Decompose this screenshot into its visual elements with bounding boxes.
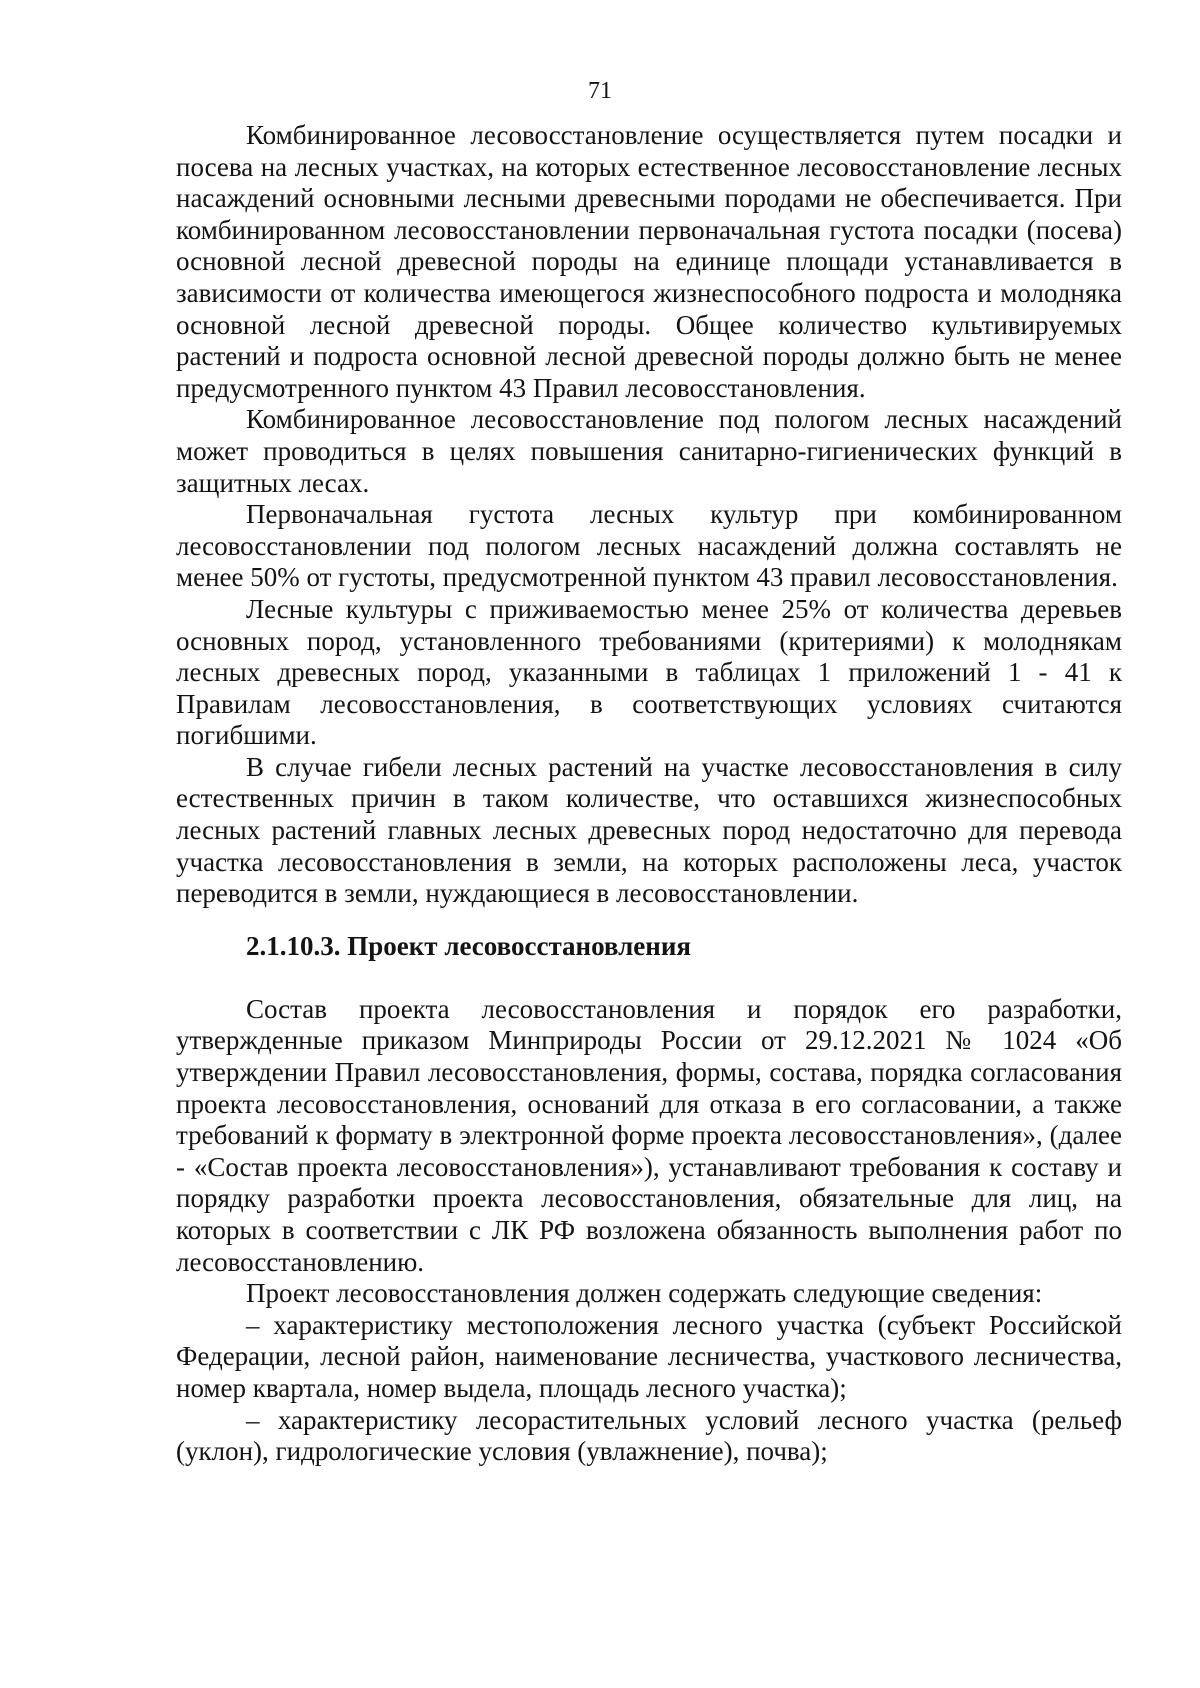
section-heading: 2.1.10.3. Проект лесовосстановления (246, 930, 692, 961)
paragraph-initial-density: Первоначальная густота лесных культур при комбинированном лесовосстановлении под пологом лесных насаждений должна составлять не менее 50% от густоты, предусмотренной пунктом 43 правил лесовосстановления. (176, 499, 1122, 593)
paragraph-under-canopy: Комбинированное лесовосстановление под пологом лесных насаждений может проводиться в целях повышения санитарно-гигиенических функций в защитных лесах. (176, 404, 1122, 498)
paragraph-plant-loss: В случае гибели лесных растений на участке лесовосстановления в силу естественных причин в таком количестве, что оставшихся жизнеспособных лесных растений главных лесных древесных пород недостаточно для перевода участка лесовосстановления в земли, на которых расположены леса, участок переводится в земли, нуждающиеся в лесовосстановлении. (176, 751, 1122, 909)
paragraph-combined-reforestation: Комбинированное лесовосстановление осуществляется путем посадки и посева на лесных участках, на которых естественное лесовосстановление лесных насаждений основными лесными древесными породами не обеспечивается. При комбинированном лесовосстановлении первоначальная густота посадки (посева) основной лесной древесной породы на единице площади устанавливается в зависимости от количества имеющегося жизнеспособного подроста и молодняка основной лесной древесной породы. Общее количество культивируемых растений и подроста основной лесной древесной породы должно быть не менее предусмотренного пунктом 43 Правил лесовосстановления. (176, 120, 1122, 403)
paragraph-project-composition: Состав проекта лесовосстановления и порядок его разработки, утвержденные приказом Минприроды России от 29.12.2021 № 1024 «Об утверждении Правил лесовосстановления, формы, состава, порядка согласования проекта лесовосстановления, оснований для отказа в его согласовании, а также требований к формату в электронной форме проекта лесовосстановления», (далее - «Состав проекта лесовосстановления»), устанавливают требования к составу и порядку разработки проекта лесовосстановления, обязательные для лиц, на которых в соответствии с ЛК РФ возложена обязанность выполнения работ по лесовосстановлению. (176, 993, 1122, 1277)
list-item-growing-conditions: – характеристику лесорастительных условий лесного участка (рельеф (уклон), гидрологические условия (увлажнение), почва); (176, 1404, 1122, 1467)
list-item-location: – характеристику местоположения лесного участка (субъект Российской Федерации, лесной район, наименование лесничества, участкового лесничества, номер квартала, номер выдела, площадь лесного участка); (176, 1309, 1122, 1403)
paragraph-project-contents-intro: Проект лесовосстановления должен содержать следующие сведения: (246, 1278, 1043, 1309)
document-body (176, 120, 1122, 1468)
page-number: 71 (588, 78, 612, 104)
paragraph-survival-rate: Лесные культуры с приживаемостью менее 25% от количества деревьев основных пород, установленного требованиями (критериями) к молоднякам лесных древесных пород, указанными в таблицах 1 приложений 1 - 41 к Правилам лесовосстановления, в соответствующих условиях считаются погибшими. (176, 593, 1122, 751)
